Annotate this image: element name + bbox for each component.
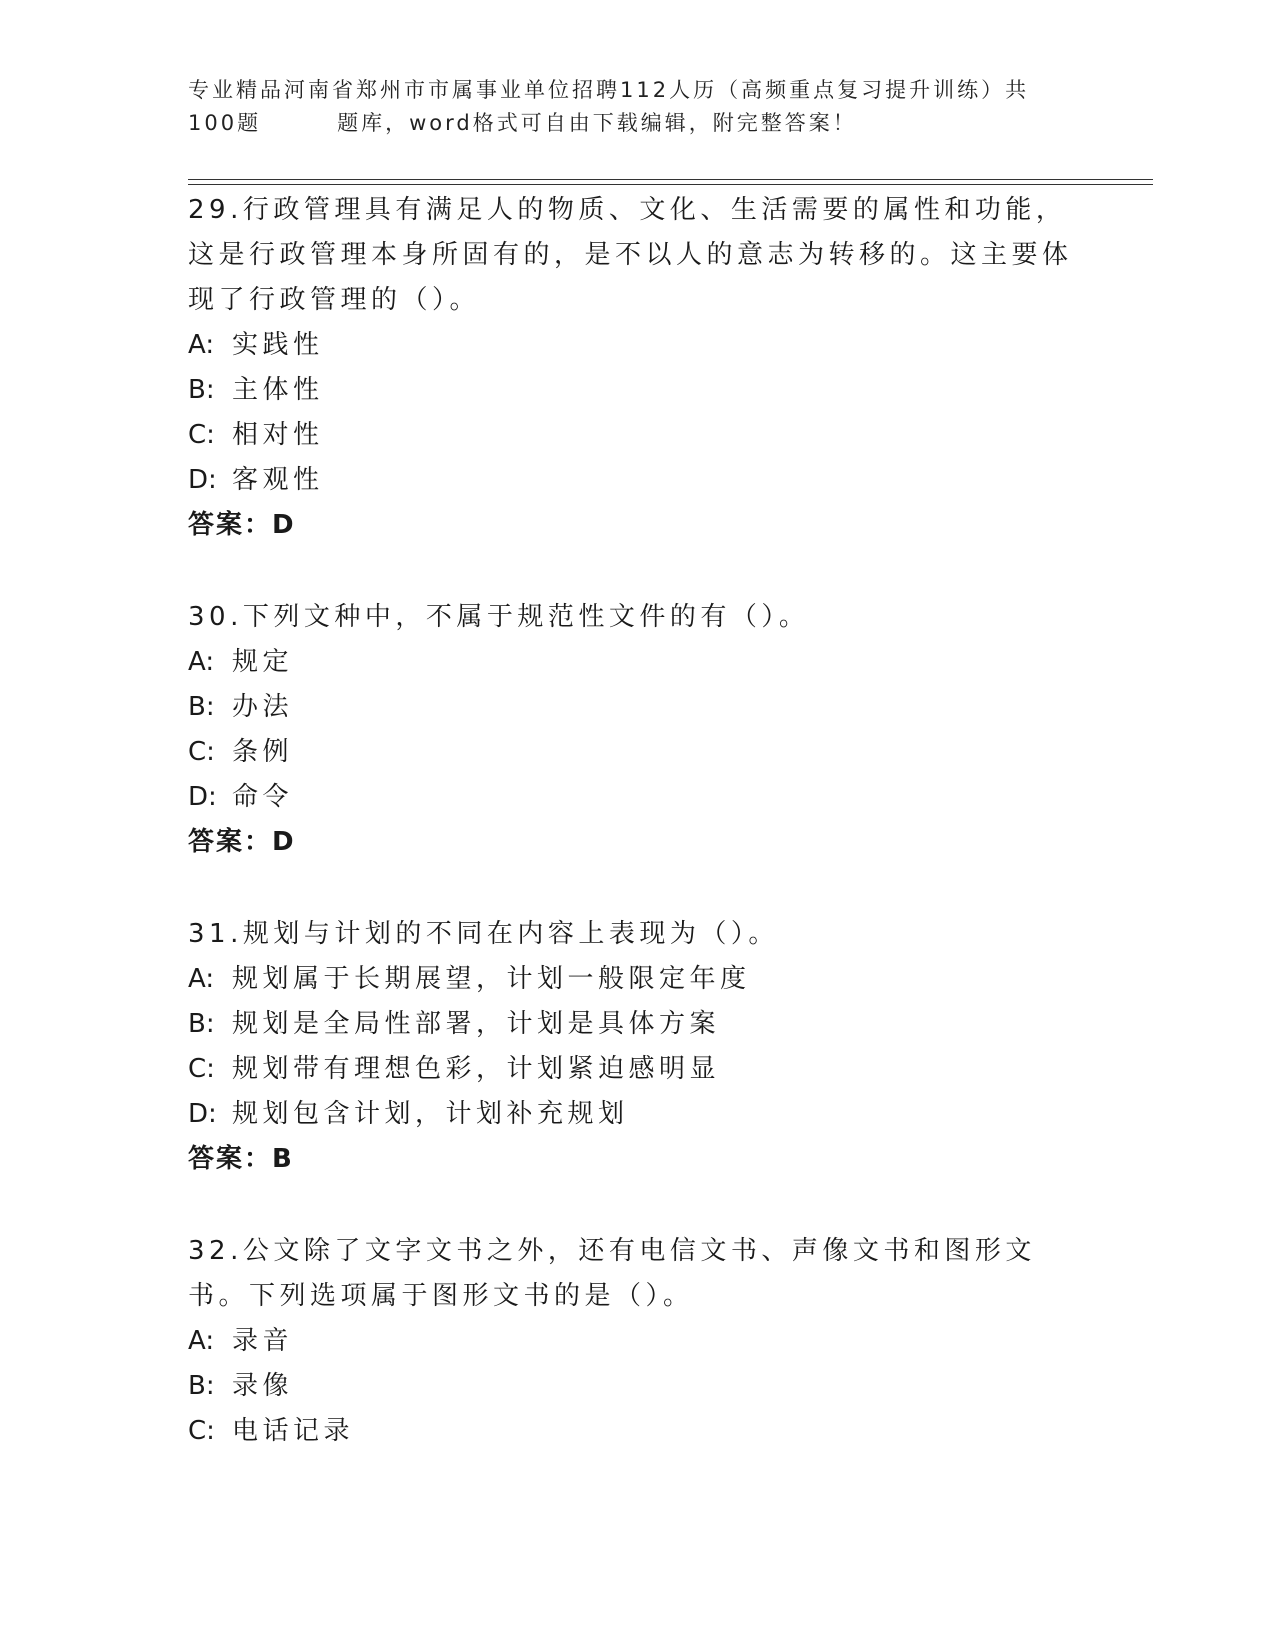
option-a — [188, 640, 1088, 685]
option-text: 办法 — [232, 692, 294, 722]
option-text: 规划带有理想色彩，计划紧迫感明显 — [232, 1054, 721, 1084]
header-description: 题库，word格式可自由下载编辑，附完整答案！ — [337, 111, 857, 135]
question-31 — [188, 912, 1088, 1182]
option-key: A: — [188, 647, 215, 677]
option-c — [188, 730, 1088, 775]
option-b — [188, 1364, 1088, 1409]
option-b — [188, 368, 1088, 413]
option-a — [188, 323, 1088, 368]
option-key: B: — [188, 1371, 215, 1401]
option-c — [188, 413, 1088, 458]
option-text: 客观性 — [232, 465, 324, 495]
answer: 答案：D — [188, 510, 296, 540]
option-text: 电话记录 — [232, 1416, 355, 1446]
option-a — [188, 1319, 1088, 1364]
option-text: 规划属于长期展望，计划一般限定年度 — [232, 964, 751, 994]
option-key: D: — [188, 465, 217, 495]
option-text: 录像 — [232, 1371, 294, 1401]
question-spacer — [188, 865, 1088, 912]
option-text: 规划包含计划，计划补充规划 — [232, 1099, 629, 1129]
option-key: D: — [188, 782, 217, 812]
option-key: A: — [188, 964, 215, 994]
answer: 答案：D — [188, 827, 296, 857]
header-divider-top — [188, 179, 1153, 180]
option-key: A: — [188, 330, 215, 360]
answer: 答案：B — [188, 1144, 294, 1174]
option-key: B: — [188, 692, 215, 722]
option-c — [188, 1047, 1088, 1092]
question-stem: 29.行政管理具有满足人的物质、文化、生活需要的属性和功能，这是行政管理本身所固有的，是不以人的意志为转移的。这主要体现了行政管理的（）。 — [188, 195, 1073, 315]
header-title-line1: 专业精品河南省郑州市市属事业单位招聘112人历（高频重点复习提升训练）共 — [188, 78, 1030, 102]
question-32 — [188, 1229, 1088, 1454]
option-key: A: — [188, 1326, 215, 1356]
option-text: 规划是全局性部署，计划是具体方案 — [232, 1009, 721, 1039]
option-key: D: — [188, 1099, 217, 1129]
option-text: 规定 — [232, 647, 294, 677]
option-d — [188, 775, 1088, 820]
option-text: 实践性 — [232, 330, 324, 360]
question-list — [188, 188, 1088, 1454]
option-key: C: — [188, 420, 215, 450]
option-text: 命令 — [232, 782, 294, 812]
question-stem: 32.公文除了文字文书之外，还有电信文书、声像文书和图形文书。下列选项属于图形文书的是（）。 — [188, 1236, 1036, 1311]
document-header — [188, 74, 1088, 140]
option-key: B: — [188, 375, 215, 405]
option-key: C: — [188, 1416, 215, 1446]
question-spacer — [188, 1182, 1088, 1229]
option-b — [188, 1002, 1088, 1047]
question-30 — [188, 595, 1088, 865]
option-d — [188, 458, 1088, 503]
question-stem: 31.规划与计划的不同在内容上表现为（）。 — [188, 919, 779, 949]
header-title-line2 — [188, 107, 1088, 140]
option-b — [188, 685, 1088, 730]
option-key: C: — [188, 737, 215, 767]
question-29 — [188, 188, 1088, 548]
header-divider-bottom — [188, 184, 1153, 185]
option-text: 条例 — [232, 737, 294, 767]
option-key: C: — [188, 1054, 215, 1084]
option-text: 录音 — [232, 1326, 294, 1356]
header-question-count: 100题 — [188, 111, 262, 135]
option-key: B: — [188, 1009, 215, 1039]
option-c — [188, 1409, 1088, 1454]
option-text: 相对性 — [232, 420, 324, 450]
option-a — [188, 957, 1088, 1002]
option-text: 主体性 — [232, 375, 324, 405]
question-stem: 30.下列文种中，不属于规范性文件的有（）。 — [188, 602, 810, 632]
option-d — [188, 1092, 1088, 1137]
question-spacer — [188, 548, 1088, 595]
